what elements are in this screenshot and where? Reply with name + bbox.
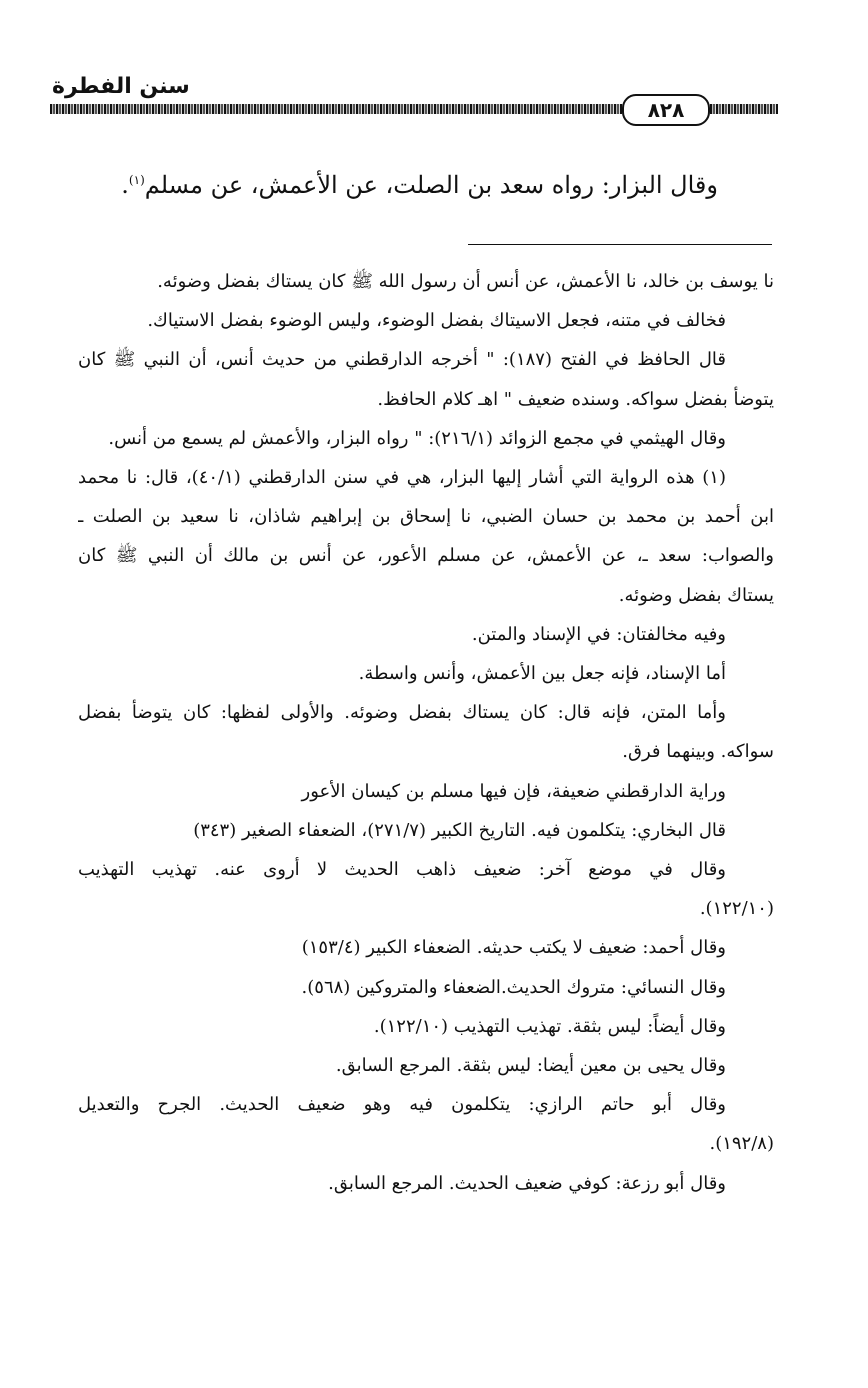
footnote-line: وقال أحمد: ضعيف لا يكتب حديثه. الضعفاء الكبير (١٥٣/٤) [301, 937, 726, 959]
footnote-line: (١٢٢/١٠). [699, 898, 774, 920]
footnote-marker: (١) [128, 173, 145, 187]
footnote-line: وراية الدارقطني ضعيفة، فإن فيها مسلم بن كيسان الأعور [301, 780, 726, 802]
running-header-title: سنن الفطرة [52, 74, 190, 99]
footnote-line: وقال أبو حاتم الرازي: يتكلمون فيه وهو ضعيف الحديث. الجرح والتعديل [78, 1094, 726, 1116]
footnote-line: ابن أحمد بن محمد بن حسان الضبي، نا إسحاق بن إبراهيم شاذان، نا سعيد بن الصلت ـ [78, 506, 774, 528]
main-text-end: . [121, 171, 129, 199]
footnote-line: وفيه مخالفتان: في الإسناد والمتن. [471, 623, 726, 645]
footnote-line: نا يوسف بن خالد، نا الأعمش، عن أنس أن رسول الله ﷺ كان يستاك بفضل وضوئه. [157, 271, 774, 292]
page-number-badge: ٨٢٨ [622, 94, 710, 126]
footnote-line: وقال أيضاً: ليس بثقة. تهذيب التهذيب (١٢٢/١٠). [373, 1015, 726, 1037]
footnote-separator [468, 244, 772, 245]
footnote-line: وقال في موضع آخر: ضعيف ذاهب الحديث لا أروى عنه. تهذيب التهذيب [78, 859, 726, 881]
footnote-line: سواكه. وبينهما فرق. [622, 741, 774, 763]
footnotes-section [78, 262, 774, 1203]
footnote-line: وأما المتن، فإنه قال: كان يستاك بفضل وضوئه. والأولى لفظها: كان يتوضأ بفضل [78, 702, 726, 724]
footnote-line: وقال أبو رزعة: كوفي ضعيف الحديث. المرجع السابق. [328, 1172, 726, 1194]
footnote-line: فخالف في متنه، فجعل الاسيتاك بفضل الوضوء، وليس الوضوء بفضل الاستياك. [147, 310, 726, 332]
footnote-line: يتوضأ بفضل سواكه. وسنده ضعيف " اهـ كلام الحافظ. [377, 388, 774, 410]
main-text [98, 160, 718, 205]
footnote-line: والصواب: سعد ـ، عن الأعمش، عن مسلم الأعور، عن أنس بن مالك أن النبي ﷺ كان [78, 545, 774, 567]
footnote-line: قال الحافظ في الفتح (١٨٧): " أخرجه الدارقطني من حديث أنس، أن النبي ﷺ كان [78, 349, 727, 371]
main-text-body: وقال البزار: رواه سعد بن الصلت، عن الأعمش، عن مسلم [144, 171, 718, 199]
footnote-line: وقال النسائي: متروك الحديث.الضعفاء والمتروكين (٥٦٨). [301, 976, 726, 998]
footnote-line: قال البخاري: يتكلمون فيه. التاريخ الكبير (٢٧١/٧)، الضعفاء الصغير (٣٤٣) [193, 819, 726, 841]
footnote-line: يستاك بفضل وضوئه. [618, 584, 774, 606]
footnote-line: وقال الهيثمي في مجمع الزوائد (٢١٦/١): " رواه البزار، والأعمش لم يسمع من أنس. [108, 427, 726, 449]
footnote-line: أما الإسناد، فإنه جعل بين الأعمش، وأنس واسطة. [358, 663, 726, 685]
footnote-line: (١) هذه الرواية التي أشار إليها البزار، هي في سنن الدارقطني (٤٠/١)، قال: نا محمد [78, 467, 726, 489]
footnote-line: وقال يحيى بن معين أيضا: ليس بثقة. المرجع السابق. [335, 1055, 726, 1077]
footnote-line: (١٩٢/٨). [709, 1133, 774, 1155]
